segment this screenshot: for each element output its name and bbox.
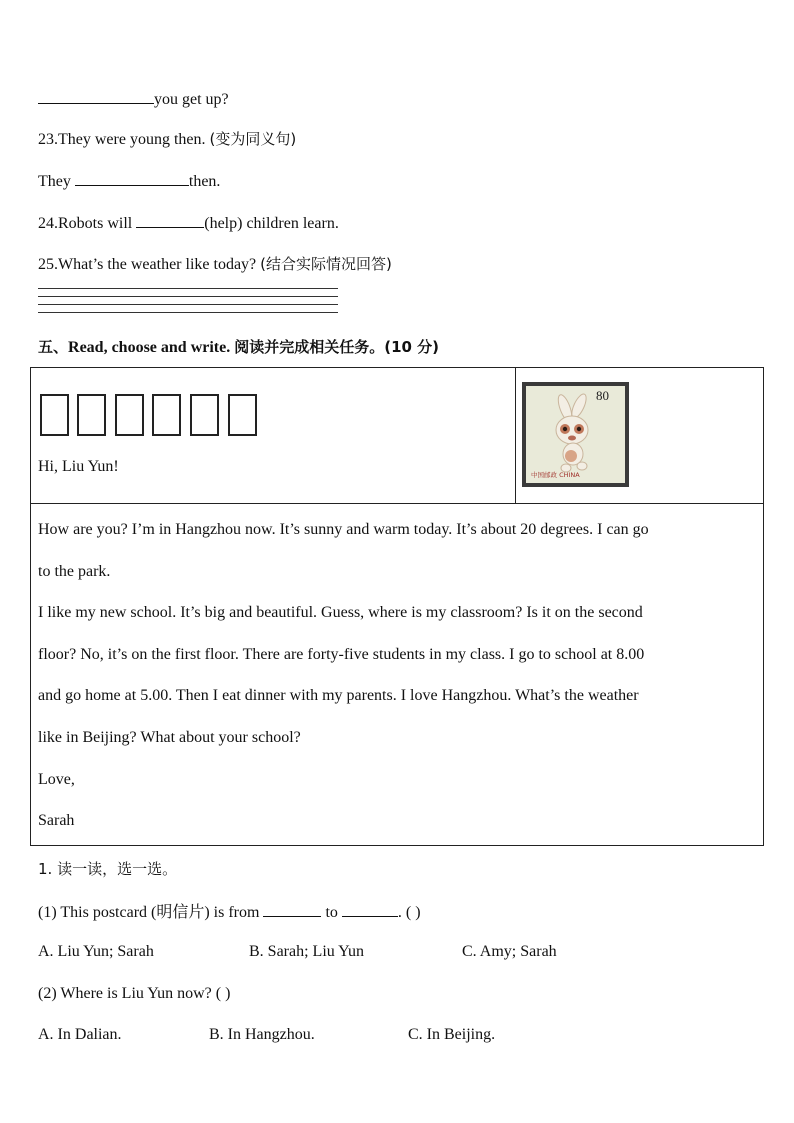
question-25: 25.What’s the weather like today? (结合实际情况回答): [38, 255, 392, 273]
postcode-box-5[interactable]: [190, 394, 219, 436]
answer-rule-1[interactable]: [38, 288, 338, 289]
section-5-heading: 五、Read, choose and write. 阅读并完成相关任务。(10 分): [38, 338, 440, 356]
postcard-body-line: How are you? I’m in Hangzhou now. It’s sunny and warm today. It’s about 20 degrees. I can go: [38, 521, 649, 538]
answer-blank[interactable]: [75, 170, 189, 186]
postcode-box-3[interactable]: [115, 394, 144, 436]
postcard-body-line: and go home at 5.00. Then I eat dinner with my parents. I love Hangzhou. What’s the weather: [38, 687, 639, 704]
postcode-box-4[interactable]: [152, 394, 181, 436]
postcard-sign-off: Love,: [38, 771, 75, 788]
postcard-body-line: like in Beijing? What about your school?: [38, 729, 301, 746]
postcard-body-line: I like my new school. It’s big and beautiful. Guess, where is my classroom? Is it on the second: [38, 604, 643, 621]
postcode-box-2[interactable]: [77, 394, 106, 436]
postcard-divider-horizontal: [31, 503, 763, 504]
answer-blank[interactable]: [263, 901, 321, 917]
question-23: 23.They were young then. (变为同义句): [38, 130, 297, 148]
question-24: 24.Robots will (help) children learn.: [38, 212, 339, 234]
option-a[interactable]: A. In Dalian.: [38, 1026, 122, 1043]
task-1-heading: 1. 读一读，选一选。: [38, 860, 178, 878]
postcard-body-line: floor? No, it’s on the first floor. There are forty-five students in my class. I go to school at 8.00: [38, 646, 645, 663]
answer-rule-3[interactable]: [38, 304, 338, 305]
answer-blank[interactable]: [38, 88, 154, 104]
answer-rule-2[interactable]: [38, 296, 338, 297]
answer-rule-4[interactable]: [38, 312, 338, 313]
answer-blank[interactable]: [136, 212, 204, 228]
postcard-signature: Sarah: [38, 812, 75, 829]
postcard-divider-vertical: [515, 368, 516, 503]
q22-answer-line: you get up?: [38, 88, 229, 110]
option-c[interactable]: C. In Beijing.: [408, 1026, 496, 1043]
postcard-greeting: Hi, Liu Yun!: [38, 458, 119, 475]
postcode-box-6[interactable]: [228, 394, 257, 436]
stamp-label: 中国邮政 CHINA: [531, 471, 580, 479]
stamp-value: 80: [596, 388, 609, 403]
option-c[interactable]: C. Amy; Sarah: [462, 943, 557, 960]
postcard-body-line: to the park.: [38, 563, 111, 580]
answer-blank[interactable]: [342, 901, 398, 917]
postcode-box-1[interactable]: [40, 394, 69, 436]
q23-answer-line: They then.: [38, 170, 220, 192]
option-b[interactable]: B. Sarah; Liu Yun: [249, 943, 364, 960]
rabbit-stamp-icon: [522, 382, 629, 487]
option-b[interactable]: B. In Hangzhou.: [209, 1026, 315, 1043]
option-a[interactable]: A. Liu Yun; Sarah: [38, 943, 154, 960]
task-1-question-2: (2) Where is Liu Yun now? ( ): [38, 985, 231, 1002]
task-1-question-1: (1) This postcard (明信片) is from to . ( ): [38, 901, 421, 923]
